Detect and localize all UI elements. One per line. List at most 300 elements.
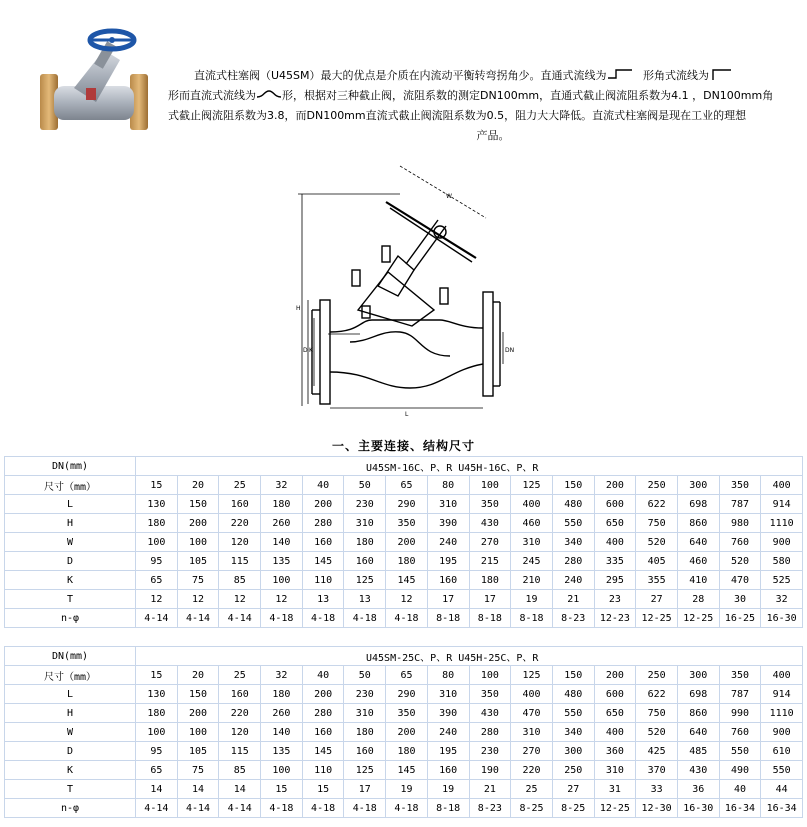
value-cell: 220	[219, 514, 261, 533]
value-cell: 550	[761, 761, 803, 780]
dn-cell: 15	[136, 666, 178, 685]
table-head-dn: DN(mm)	[5, 457, 136, 476]
value-cell: 160	[344, 742, 386, 761]
value-cell: 17	[427, 590, 469, 609]
value-cell: 160	[427, 571, 469, 590]
value-cell: 310	[511, 533, 553, 552]
value-cell: 400	[594, 723, 636, 742]
value-cell: 15	[261, 780, 303, 799]
value-cell: 750	[636, 704, 678, 723]
value-cell: 25	[511, 780, 553, 799]
value-cell: 12-25	[677, 609, 719, 628]
value-cell: 240	[552, 571, 594, 590]
value-cell: 14	[219, 780, 261, 799]
value-cell: 19	[511, 590, 553, 609]
value-cell: 400	[511, 495, 553, 514]
value-cell: 135	[261, 742, 303, 761]
value-cell: 160	[427, 761, 469, 780]
dn-cell: 150	[552, 476, 594, 495]
value-cell: 95	[136, 552, 178, 571]
table-row	[5, 780, 803, 799]
value-cell: 17	[344, 780, 386, 799]
value-cell: 8-18	[427, 609, 469, 628]
value-cell: 12-25	[636, 609, 678, 628]
value-cell: 698	[677, 685, 719, 704]
value-cell: 900	[761, 723, 803, 742]
value-cell: 622	[636, 495, 678, 514]
value-cell: 125	[344, 571, 386, 590]
table-row	[5, 590, 803, 609]
value-cell: 4-18	[344, 799, 386, 818]
value-cell: 19	[386, 780, 428, 799]
table-dn-row	[5, 476, 803, 495]
intro-line-1b: 形角式流线为	[643, 69, 710, 82]
value-cell: 105	[177, 552, 219, 571]
value-cell: 145	[386, 761, 428, 780]
value-cell: 125	[344, 761, 386, 780]
table-row	[5, 552, 803, 571]
value-cell: 215	[469, 552, 511, 571]
dn-cell: 200	[594, 476, 636, 495]
drawing-label-dn: DN	[505, 347, 515, 354]
value-cell: 650	[594, 514, 636, 533]
value-cell: 340	[552, 533, 594, 552]
value-cell: 4-18	[386, 609, 428, 628]
value-cell: 130	[136, 495, 178, 514]
dn-cell: 150	[552, 666, 594, 685]
value-cell: 280	[302, 514, 344, 533]
value-cell: 65	[136, 571, 178, 590]
value-cell: 4-14	[177, 609, 219, 628]
value-cell: 310	[511, 723, 553, 742]
value-cell: 390	[427, 514, 469, 533]
value-cell: 240	[427, 723, 469, 742]
value-cell: 16-34	[761, 799, 803, 818]
value-cell: 640	[677, 723, 719, 742]
dn-cell: 300	[677, 476, 719, 495]
value-cell: 860	[677, 704, 719, 723]
value-cell: 150	[177, 685, 219, 704]
value-cell: 27	[636, 590, 678, 609]
value-cell: 220	[511, 761, 553, 780]
value-cell: 480	[552, 495, 594, 514]
drawing-label-w: W	[446, 193, 452, 200]
value-cell: 520	[719, 552, 761, 571]
value-cell: 75	[177, 761, 219, 780]
drawing-label-d: D	[303, 347, 308, 354]
value-cell: 160	[219, 685, 261, 704]
value-cell: 230	[344, 495, 386, 514]
value-cell: 400	[594, 533, 636, 552]
value-cell: 8-18	[469, 609, 511, 628]
intro-line-2a: 形而直流式流线为	[168, 89, 256, 102]
value-cell: 295	[594, 571, 636, 590]
value-cell: 210	[511, 571, 553, 590]
value-cell: 550	[552, 514, 594, 533]
dn-cell: 20	[177, 666, 219, 685]
value-cell: 4-14	[136, 799, 178, 818]
value-cell: 350	[386, 704, 428, 723]
table-head-dn: DN(mm)	[5, 647, 136, 666]
value-cell: 16-30	[761, 609, 803, 628]
value-cell: 410	[677, 571, 719, 590]
value-cell: 230	[344, 685, 386, 704]
value-cell: 17	[469, 590, 511, 609]
value-cell: 16-34	[719, 799, 761, 818]
valve-technical-drawing	[290, 160, 525, 422]
row-label: H	[5, 704, 136, 723]
value-cell: 860	[677, 514, 719, 533]
value-cell: 12-25	[594, 799, 636, 818]
value-cell: 23	[594, 590, 636, 609]
value-cell: 110	[302, 761, 344, 780]
table-head-size: 尺寸（mm）	[5, 476, 136, 495]
table-header-row	[5, 457, 803, 476]
table-dn-row	[5, 666, 803, 685]
value-cell: 120	[219, 723, 261, 742]
value-cell: 44	[761, 780, 803, 799]
value-cell: 350	[469, 685, 511, 704]
value-cell: 400	[511, 685, 553, 704]
value-cell: 355	[636, 571, 678, 590]
value-cell: 760	[719, 723, 761, 742]
value-cell: 750	[636, 514, 678, 533]
dn-cell: 400	[761, 476, 803, 495]
dn-cell: 100	[469, 476, 511, 495]
value-cell: 220	[219, 704, 261, 723]
table-row	[5, 495, 803, 514]
table-series-title: U45SM-16C、P、R U45H-16C、P、R	[136, 457, 803, 476]
value-cell: 32	[761, 590, 803, 609]
value-cell: 95	[136, 742, 178, 761]
value-cell: 280	[469, 723, 511, 742]
value-cell: 8-23	[469, 799, 511, 818]
value-cell: 145	[386, 571, 428, 590]
value-cell: 460	[511, 514, 553, 533]
value-cell: 100	[261, 761, 303, 780]
dn-cell: 350	[719, 476, 761, 495]
value-cell: 8-23	[552, 609, 594, 628]
drawing-label-l: L	[405, 411, 409, 418]
value-cell: 160	[302, 723, 344, 742]
value-cell: 350	[386, 514, 428, 533]
table-row	[5, 514, 803, 533]
value-cell: 100	[261, 571, 303, 590]
value-cell: 180	[344, 723, 386, 742]
table-row	[5, 799, 803, 818]
value-cell: 12	[177, 590, 219, 609]
value-cell: 310	[594, 761, 636, 780]
value-cell: 36	[677, 780, 719, 799]
value-cell: 12	[261, 590, 303, 609]
table-row	[5, 723, 803, 742]
value-cell: 350	[469, 495, 511, 514]
value-cell: 85	[219, 761, 261, 780]
value-cell: 15	[302, 780, 344, 799]
value-cell: 520	[636, 723, 678, 742]
value-cell: 430	[677, 761, 719, 780]
value-cell: 8-18	[511, 609, 553, 628]
value-cell: 787	[719, 495, 761, 514]
value-cell: 150	[177, 495, 219, 514]
value-cell: 787	[719, 685, 761, 704]
value-cell: 140	[261, 723, 303, 742]
dn-cell: 65	[386, 476, 428, 495]
table-head-size: 尺寸（mm）	[5, 666, 136, 685]
row-label: D	[5, 552, 136, 571]
value-cell: 1110	[761, 704, 803, 723]
value-cell: 250	[552, 761, 594, 780]
dn-cell: 80	[427, 666, 469, 685]
intro-line-3: 式截止阀流阻系数为3.8，而DN100mm直流式截止阀流阻系数为0.5，阻力大大降低。直流式柱塞阀是现在工业的理想	[168, 109, 747, 122]
value-cell: 105	[177, 742, 219, 761]
value-cell: 40	[719, 780, 761, 799]
dn-cell: 125	[511, 666, 553, 685]
value-cell: 180	[344, 533, 386, 552]
dn-cell: 20	[177, 476, 219, 495]
value-cell: 430	[469, 704, 511, 723]
value-cell: 270	[511, 742, 553, 761]
value-cell: 425	[636, 742, 678, 761]
value-cell: 160	[219, 495, 261, 514]
value-cell: 405	[636, 552, 678, 571]
row-label: K	[5, 571, 136, 590]
value-cell: 760	[719, 533, 761, 552]
value-cell: 4-14	[136, 609, 178, 628]
value-cell: 480	[552, 685, 594, 704]
value-cell: 4-18	[386, 799, 428, 818]
valve-product-photo	[34, 28, 160, 140]
row-label: T	[5, 590, 136, 609]
value-cell: 300	[552, 742, 594, 761]
value-cell: 260	[261, 514, 303, 533]
table-row	[5, 571, 803, 590]
value-cell: 13	[344, 590, 386, 609]
value-cell: 14	[177, 780, 219, 799]
intro-paragraph	[168, 66, 788, 146]
value-cell: 8-25	[511, 799, 553, 818]
row-label: L	[5, 685, 136, 704]
table-row	[5, 704, 803, 723]
value-cell: 525	[761, 571, 803, 590]
value-cell: 600	[594, 685, 636, 704]
row-label: W	[5, 533, 136, 552]
dn-cell: 125	[511, 476, 553, 495]
value-cell: 120	[219, 533, 261, 552]
dn-cell: 15	[136, 476, 178, 495]
value-cell: 140	[261, 533, 303, 552]
dn-cell: 300	[677, 666, 719, 685]
value-cell: 650	[594, 704, 636, 723]
value-cell: 21	[469, 780, 511, 799]
value-cell: 8-18	[427, 799, 469, 818]
value-cell: 485	[677, 742, 719, 761]
value-cell: 640	[677, 533, 719, 552]
value-cell: 1110	[761, 514, 803, 533]
dn-cell: 250	[636, 666, 678, 685]
table-row	[5, 685, 803, 704]
value-cell: 335	[594, 552, 636, 571]
value-cell: 145	[302, 552, 344, 571]
value-cell: 13	[302, 590, 344, 609]
value-cell: 310	[344, 704, 386, 723]
value-cell: 914	[761, 685, 803, 704]
value-cell: 19	[427, 780, 469, 799]
value-cell: 100	[177, 533, 219, 552]
value-cell: 4-18	[302, 609, 344, 628]
spec-table-25	[4, 646, 803, 818]
row-label: n-φ	[5, 799, 136, 818]
value-cell: 470	[511, 704, 553, 723]
value-cell: 180	[386, 742, 428, 761]
value-cell: 16-30	[677, 799, 719, 818]
value-cell: 100	[136, 533, 178, 552]
dn-cell: 100	[469, 666, 511, 685]
value-cell: 195	[427, 742, 469, 761]
dn-cell: 50	[344, 476, 386, 495]
drawing-label-h: H	[296, 305, 301, 312]
row-label: n-φ	[5, 609, 136, 628]
dn-cell: 40	[302, 666, 344, 685]
value-cell: 290	[386, 495, 428, 514]
value-cell: 200	[302, 685, 344, 704]
value-cell: 230	[469, 742, 511, 761]
dn-cell: 40	[302, 476, 344, 495]
dn-cell: 65	[386, 666, 428, 685]
value-cell: 31	[594, 780, 636, 799]
dn-cell: 32	[261, 666, 303, 685]
value-cell: 135	[261, 552, 303, 571]
value-cell: 4-14	[177, 799, 219, 818]
intro-line-1: 直流式柱塞阀（U45SM）最大的优点是介质在内流动平衡转弯拐角少。直通式流线为	[194, 69, 607, 82]
row-label: H	[5, 514, 136, 533]
section-title: 一、主要连接、结构尺寸	[331, 439, 475, 453]
value-cell: 12	[136, 590, 178, 609]
value-cell: 12-23	[594, 609, 636, 628]
value-cell: 8-25	[552, 799, 594, 818]
value-cell: 115	[219, 742, 261, 761]
dn-cell: 25	[219, 476, 261, 495]
value-cell: 200	[302, 495, 344, 514]
value-cell: 200	[177, 514, 219, 533]
value-cell: 200	[386, 533, 428, 552]
value-cell: 610	[761, 742, 803, 761]
value-cell: 28	[677, 590, 719, 609]
value-cell: 12	[219, 590, 261, 609]
value-cell: 30	[719, 590, 761, 609]
value-cell: 990	[719, 704, 761, 723]
value-cell: 4-18	[344, 609, 386, 628]
value-cell: 200	[177, 704, 219, 723]
value-cell: 4-14	[219, 609, 261, 628]
value-cell: 260	[261, 704, 303, 723]
value-cell: 100	[177, 723, 219, 742]
value-cell: 490	[719, 761, 761, 780]
value-cell: 160	[302, 533, 344, 552]
dn-cell: 250	[636, 476, 678, 495]
row-label: T	[5, 780, 136, 799]
value-cell: 914	[761, 495, 803, 514]
value-cell: 180	[136, 704, 178, 723]
direct-flow-icon	[256, 88, 282, 100]
value-cell: 75	[177, 571, 219, 590]
value-cell: 27	[552, 780, 594, 799]
value-cell: 130	[136, 685, 178, 704]
dn-cell: 25	[219, 666, 261, 685]
value-cell: 622	[636, 685, 678, 704]
value-cell: 33	[636, 780, 678, 799]
table-row	[5, 742, 803, 761]
value-cell: 65	[136, 761, 178, 780]
value-cell: 430	[469, 514, 511, 533]
value-cell: 85	[219, 571, 261, 590]
value-cell: 4-18	[261, 799, 303, 818]
row-label: K	[5, 761, 136, 780]
value-cell: 580	[761, 552, 803, 571]
value-cell: 280	[552, 552, 594, 571]
value-cell: 12	[386, 590, 428, 609]
value-cell: 110	[302, 571, 344, 590]
value-cell: 180	[386, 552, 428, 571]
value-cell: 145	[302, 742, 344, 761]
value-cell: 12-30	[636, 799, 678, 818]
value-cell: 470	[719, 571, 761, 590]
value-cell: 180	[136, 514, 178, 533]
table-row	[5, 609, 803, 628]
row-label: L	[5, 495, 136, 514]
value-cell: 360	[594, 742, 636, 761]
dn-cell: 400	[761, 666, 803, 685]
value-cell: 370	[636, 761, 678, 780]
row-label: W	[5, 723, 136, 742]
value-cell: 115	[219, 552, 261, 571]
value-cell: 340	[552, 723, 594, 742]
dn-cell: 350	[719, 666, 761, 685]
value-cell: 16-25	[719, 609, 761, 628]
value-cell: 550	[719, 742, 761, 761]
straight-through-flow-icon	[607, 68, 633, 80]
spec-table-16	[4, 456, 803, 628]
value-cell: 310	[427, 685, 469, 704]
value-cell: 180	[261, 495, 303, 514]
value-cell: 200	[386, 723, 428, 742]
value-cell: 240	[427, 533, 469, 552]
table-row	[5, 533, 803, 552]
value-cell: 4-18	[261, 609, 303, 628]
row-label: D	[5, 742, 136, 761]
value-cell: 900	[761, 533, 803, 552]
drawing-label-k: K	[309, 347, 313, 354]
table-row	[5, 761, 803, 780]
value-cell: 180	[469, 571, 511, 590]
value-cell: 310	[427, 495, 469, 514]
angle-flow-icon	[709, 68, 735, 80]
dn-cell: 200	[594, 666, 636, 685]
value-cell: 980	[719, 514, 761, 533]
value-cell: 520	[636, 533, 678, 552]
value-cell: 100	[136, 723, 178, 742]
dn-cell: 32	[261, 476, 303, 495]
value-cell: 550	[552, 704, 594, 723]
value-cell: 245	[511, 552, 553, 571]
value-cell: 4-18	[302, 799, 344, 818]
value-cell: 4-14	[219, 799, 261, 818]
value-cell: 190	[469, 761, 511, 780]
value-cell: 270	[469, 533, 511, 552]
table-series-title: U45SM-25C、P、R U45H-25C、P、R	[136, 647, 803, 666]
value-cell: 160	[344, 552, 386, 571]
value-cell: 14	[136, 780, 178, 799]
